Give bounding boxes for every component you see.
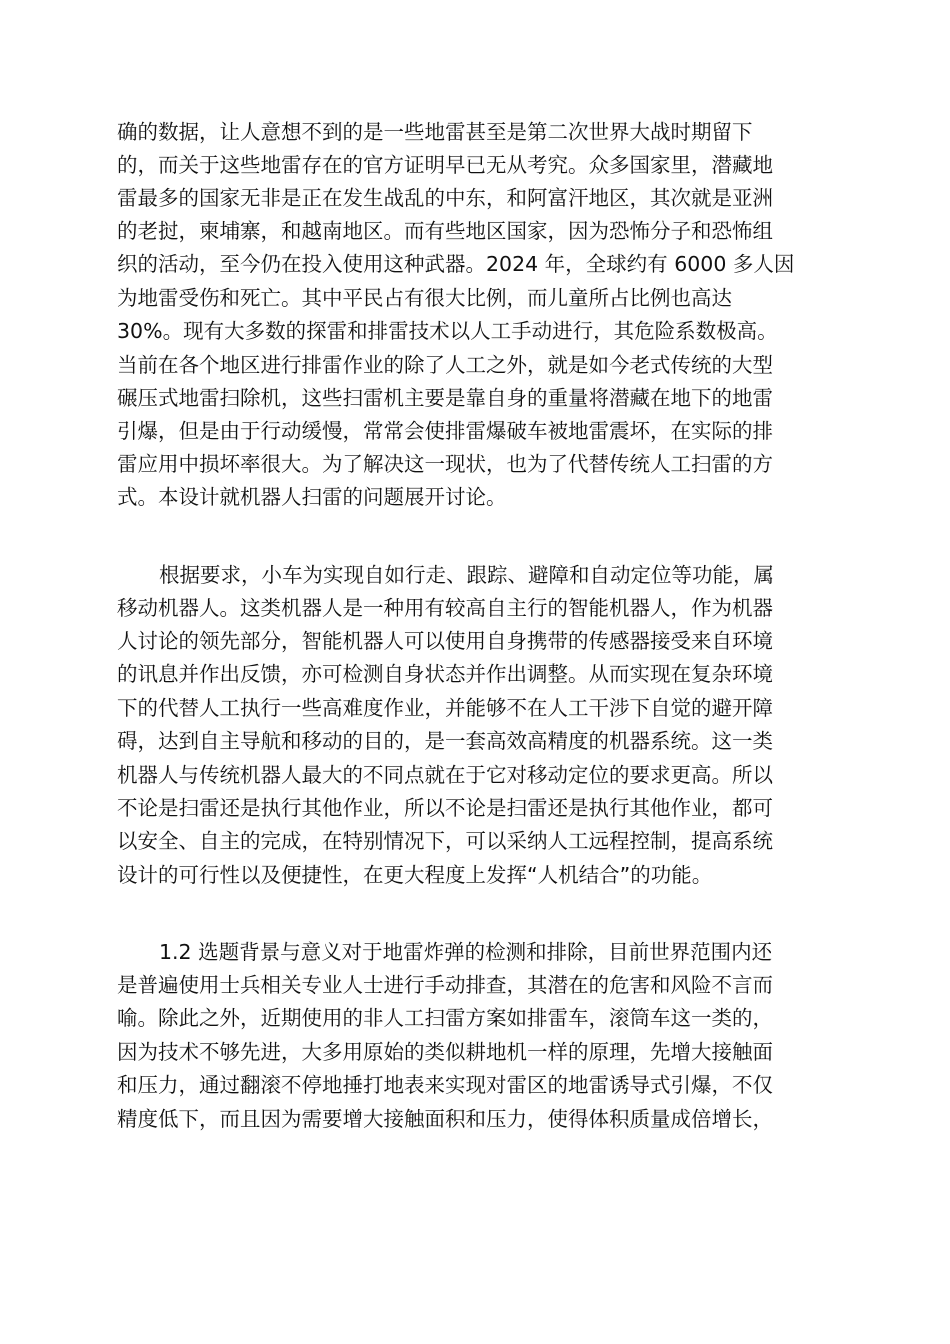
paragraph-line: 设计的可行性以及便捷性，在更大程度上发挥“人机结合”的功能。 — [117, 863, 713, 887]
paragraph-line: 的老挝，柬埔寨，和越南地区。而有些地区国家，因为恐怖分子和恐怖组 — [117, 219, 773, 243]
paragraph-line: 式。本设计就机器人扫雷的问题展开讨论。 — [117, 485, 507, 509]
paragraph-line: 是普遍使用士兵相关专业人士进行手动排查，其潜在的危害和风险不言而 — [117, 973, 773, 997]
paragraph-line: 和压力，通过翻滚不停地捶打地表来实现对雷区的地雷诱导式引爆，不仅 — [117, 1073, 773, 1097]
paragraph-line: 当前在各个地区进行排雷作业的除了人工之外，就是如今老式传统的大型 — [117, 353, 773, 377]
paragraph-line: 碾压式地雷扫除机，这些扫雷机主要是靠自身的重量将潜藏在地下的地雷 — [117, 386, 773, 410]
paragraph-line: 为地雷受伤和死亡。其中平民占有很大比例，而儿童所占比例也高达 — [117, 286, 732, 310]
paragraph-line: 以安全、自主的完成，在特别情况下，可以采纳人工远程控制，提高系统 — [117, 829, 773, 853]
paragraph-line: 的，而关于这些地雷存在的官方证明早已无从考究。众多国家里，潜藏地 — [117, 153, 773, 177]
paragraph-line: 移动机器人。这类机器人是一种用有较高自主行的智能机器人，作为机器 — [117, 596, 773, 620]
paragraph-line: 人讨论的领先部分，智能机器人可以使用自身携带的传感器接受来自环境 — [117, 629, 773, 653]
paragraph-line: 不论是扫雷还是执行其他作业，所以不论是扫雷还是执行其他作业，都可 — [117, 796, 773, 820]
paragraph-line: 机器人与传统机器人最大的不同点就在于它对移动定位的要求更高。所以 — [117, 763, 773, 787]
paragraph-line: 喻。除此之外，近期使用的非人工扫雷方案如排雷车，滚筒车这一类的， — [117, 1006, 773, 1030]
paragraph-line: 根据要求，小车为实现自如行走、跟踪、避障和自动定位等功能，属 — [159, 563, 774, 587]
paragraph-line: 精度低下，而且因为需要增大接触面积和压力，使得体积质量成倍增长， — [117, 1107, 773, 1131]
paragraph-line: 雷应用中损坏率很大。为了解决这一现状，也为了代替传统人工扫雷的方 — [117, 452, 773, 476]
paragraph-line: 下的代替人工执行一些高难度作业，并能够不在人工干涉下自觉的避开障 — [117, 696, 773, 720]
paragraph-line: 织的活动，至今仍在投入使用这种武器。2024 年，全球约有 6000 多人因 — [117, 252, 795, 276]
paragraph-line: 因为技术不够先进，大多用原始的类似耕地机一样的原理，先增大接触面 — [117, 1040, 773, 1064]
paragraph-line: 雷最多的国家无非是正在发生战乱的中东，和阿富汗地区，其次就是亚洲 — [117, 186, 773, 210]
paragraph-line: 确的数据，让人意想不到的是一些地雷甚至是第二次世界大战时期留下 — [117, 120, 753, 144]
paragraph-line: 引爆，但是由于行动缓慢，常常会使排雷爆破车被地雷震坏，在实际的排 — [117, 419, 773, 443]
paragraph-line: 1.2 选题背景与意义对于地雷炸弹的检测和排除，目前世界范围内还 — [159, 940, 773, 964]
paragraph-line: 碍，达到自主导航和移动的目的，是一套高效高精度的机器系统。这一类 — [117, 729, 773, 753]
paragraph-line: 的讯息并作出反馈，亦可检测自身状态并作出调整。从而实现在复杂环境 — [117, 662, 773, 686]
paragraph-line: 30%。现有大多数的探雷和排雷技术以人工手动进行，其危险系数极高。 — [117, 319, 778, 343]
